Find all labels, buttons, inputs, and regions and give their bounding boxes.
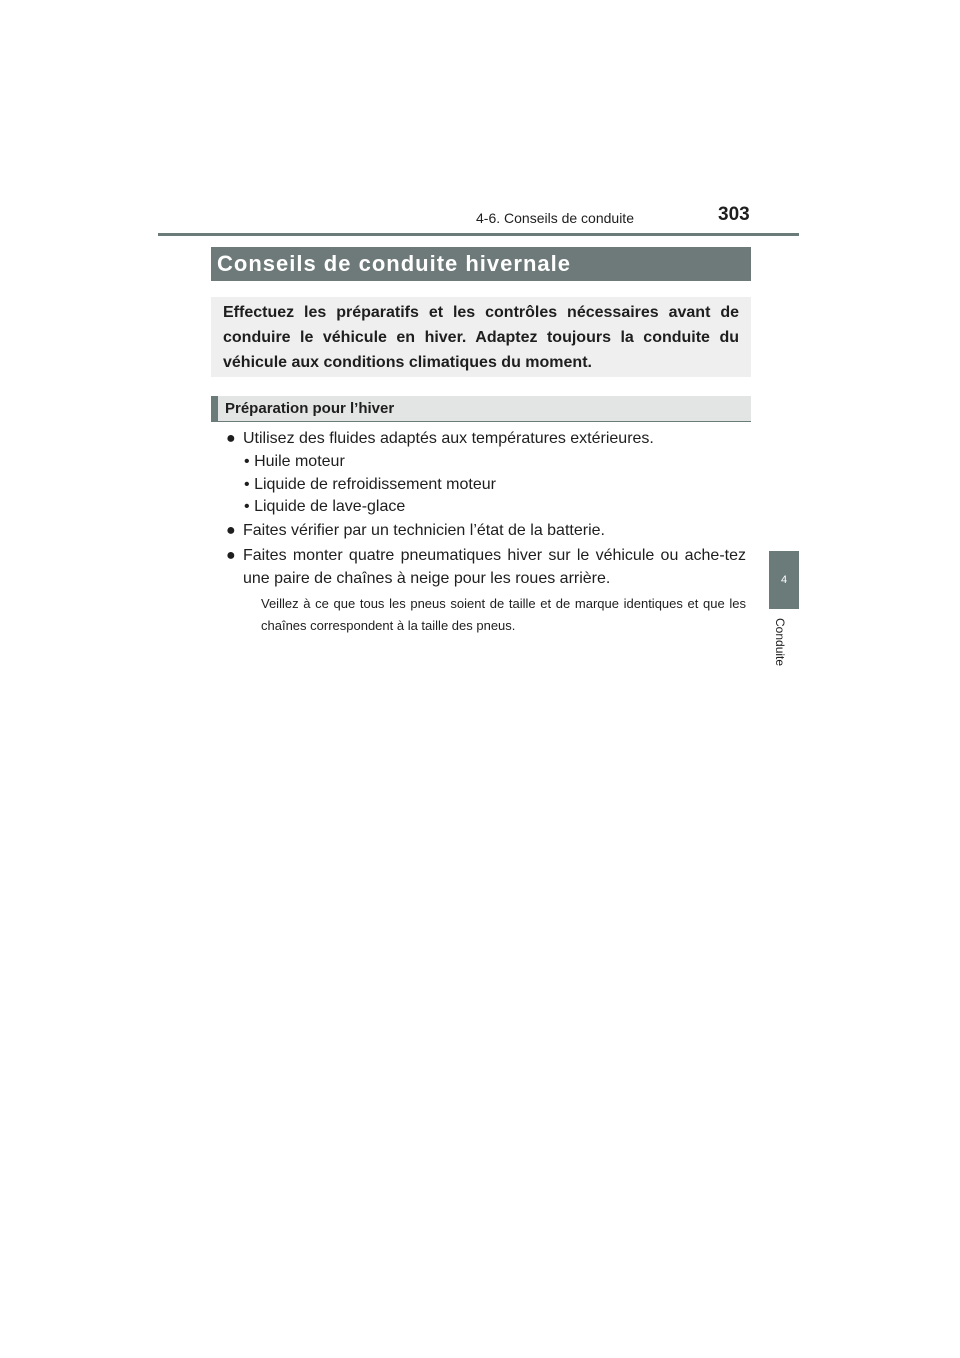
sub-list-item [244,473,496,496]
intro-box [211,297,751,377]
section-header: 4-6. Conseils de conduite [476,210,634,226]
bullet-item [226,544,746,590]
chapter-name: Conduite [773,618,787,667]
bullet-icon: ● [226,522,236,539]
intro-text: Effectuez les préparatifs et les contrôles nécessaires avant de conduire le véhicule en hiver. Adaptez toujours la conduite du véhicule aux conditions climatiques du moment. [223,304,739,371]
sub-list-item [244,450,345,473]
sub-bullet-icon: • [244,453,250,470]
bullet-item [226,427,746,450]
bullet-text: Faites vérifier par un technicien l’état de la batterie. [243,522,605,539]
sub-bullet-icon: • [244,498,250,515]
page-title: Conseils de conduite hivernale [211,247,751,281]
header-rule [158,233,799,236]
bullet-text: Faites monter quatre pneumatiques hiver sur le véhicule ou ache-tez une paire de chaînes à neige pour les roues arrière. [243,547,746,587]
page-number: 303 [718,204,750,225]
note-text: Veillez à ce que tous les pneus soient de taille et de marque identiques et que les chaînes correspondent à la taille des pneus. [261,596,746,633]
sub-item-text: Liquide de lave-glace [254,498,406,515]
bullet-icon: ● [226,430,236,447]
bullet-icon: ● [226,547,236,564]
bullet-text: Utilisez des fluides adaptés aux températures extérieures. [243,430,654,447]
chapter-tab: 4 [769,551,799,609]
sub-item-text: Huile moteur [254,453,345,470]
sub-item-text: Liquide de refroidissement moteur [254,476,496,493]
sub-list-item [244,495,405,518]
bullet-item [226,519,746,542]
subheading: Préparation pour l’hiver [211,396,751,422]
sub-bullet-icon: • [244,476,250,493]
